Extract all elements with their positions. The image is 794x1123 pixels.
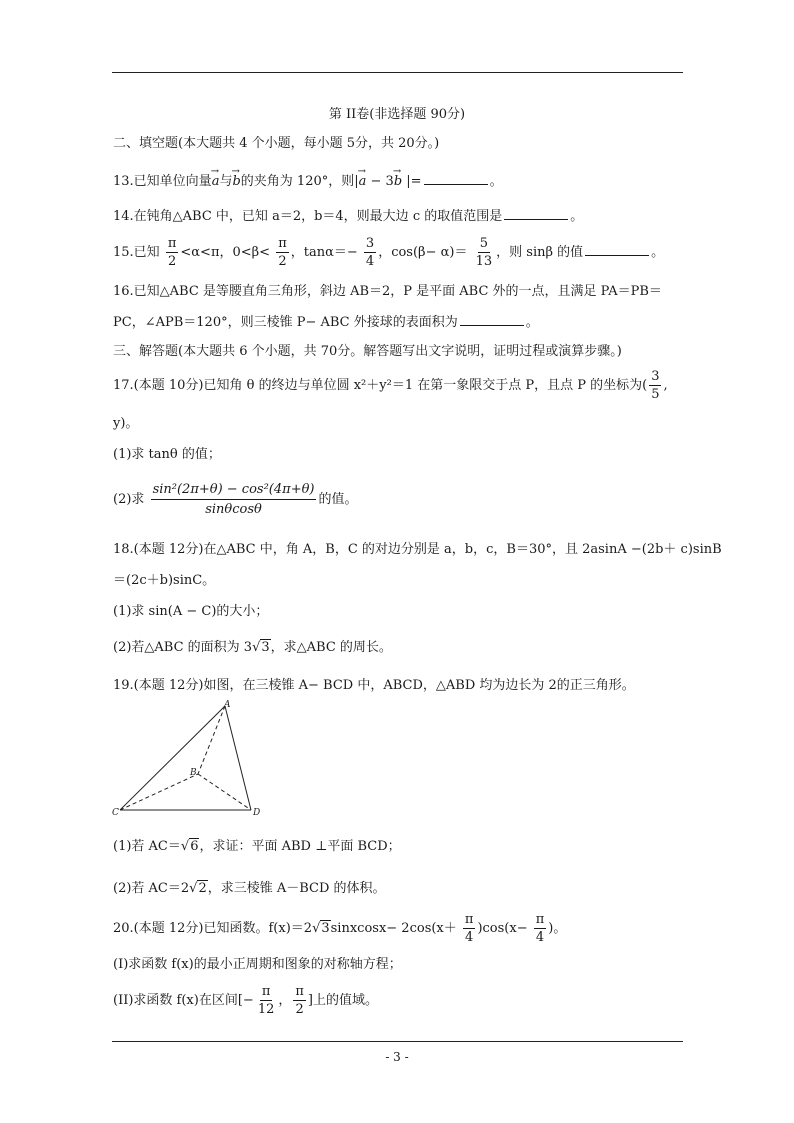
fraction-5-over-13: $\frac{5}{13}$: [475, 236, 493, 269]
question-15: 15.已知 $\frac{\pi}{2}$ <α<π，0<β< $\frac{\pi}{2}$ ，tanα＝− $\frac{3}{4}$ ，cos(β− α)＝ $\frac{5}{13}$ ，则 sinβ 的值 。: [113, 236, 665, 269]
question-20-part1: (I)求函数 f(x)的最小正周期和图象的对称轴方程；: [113, 957, 402, 972]
answer-blank[interactable]: [424, 172, 488, 185]
page-number: - 3 -: [385, 1050, 409, 1064]
question-18-line1: 18.(本题 12分)在△ABC 中，角 A，B，C 的对边分别是 a，b，c，B＝30°，且 2asinA −(2b＋ c)sinB: [113, 542, 722, 557]
question-17-part2: (2)求 $\frac{\text{sin²(2π+θ) − cos²(4π+θ)}}{\sin\theta\cos\theta}$ 的值。: [113, 482, 358, 517]
question-16-line1: 16.已知△ABC 是等腰直角三角形，斜边 AB＝2，P 是平面 ABC 外的一点，且满足 PA＝PB＝: [113, 284, 662, 299]
label-B: B: [190, 768, 197, 778]
sqrt-3: √3: [252, 640, 270, 655]
label-A: A: [224, 700, 231, 710]
question-16-line2: PC，∠APB＝120°，则三棱锥 P− ABC 外接球的表面积为 。: [113, 315, 539, 330]
label-C: C: [112, 808, 119, 818]
question-19-part1: (1)若 AC＝√6，求证：平面 ABD ⊥平面 BCD；: [113, 839, 401, 854]
edge-CB: [120, 774, 198, 810]
answer-blank[interactable]: [460, 313, 524, 326]
sqrt-6: √6: [180, 839, 199, 854]
trig-fraction: $\frac{\text{sin²(2π+θ) − cos²(4π+θ)}}{\sin\theta\cos\theta}$: [152, 482, 315, 517]
fraction-3-over-5: $\frac{3}{5}$: [651, 369, 660, 402]
vector-a: → a: [212, 173, 220, 191]
question-19-part2: (2)若 AC＝2√2，求三棱锥 A－BCD 的体积。: [113, 881, 386, 896]
sqrt-2: √2: [189, 881, 207, 896]
question-20: 20.(本题 12分)已知函数。f(x)＝2√3sinxcosx− 2cos(x＋ $\frac{\pi}{4}$ )cos(x− $\frac{\pi}{4}$ )。: [113, 910, 566, 948]
question-18-line2: ＝(2c＋b)sinC。: [113, 573, 216, 588]
question-17-line2: y)。: [113, 416, 139, 431]
edge-CA: [120, 706, 225, 810]
question-18-part2: (2)若△ABC 的面积为 3√3，求△ABC 的周长。: [113, 640, 392, 655]
question-13: 13.已知单位向量→ a与→ b的夹角为 120°，则|→ a − 3→ b |= 。: [113, 172, 503, 191]
fraction-pi-over-2: $\frac{\pi}{2}$: [278, 236, 287, 269]
top-rule: [112, 72, 683, 73]
fraction-pi-over-2: $\frac{\pi}{2}$: [167, 236, 177, 269]
question-19-line1: 19.(本题 12分)如图，在三棱锥 A− BCD 中，ABCD，△ABD 均为边长为 2的正三角形。: [113, 678, 635, 693]
question-20-part2: (II)求函数 f(x)在区间[− $\frac{\pi}{12}$ ， $\frac{\pi}{2}$ ]上的值域。: [113, 984, 378, 1017]
fraction-3-over-4: $\frac{3}{4}$: [365, 236, 375, 269]
fraction-pi-over-12: $\frac{\pi}{12}$: [257, 984, 275, 1017]
tetrahedron-figure: [110, 698, 270, 822]
section-title: 第 II卷(非选择题 90分): [328, 107, 466, 122]
vector-b: → b: [232, 173, 240, 191]
question-17-line1: 17.(本题 10分)已知角 θ 的终边与单位圆 x²＋y²＝1 在第一象限交于点 P，且点 P 的坐标为( $\frac{3}{5}$ ,: [113, 369, 668, 402]
answer-blank[interactable]: [585, 243, 649, 256]
fraction-pi-over-2: $\frac{\pi}{2}$: [295, 984, 304, 1017]
label-D: D: [253, 808, 261, 818]
question-18-part1: (1)求 sin(A − C)的大小；: [113, 604, 269, 619]
sqrt-3: √3: [312, 921, 330, 936]
question-17-part1: (1)求 tanθ 的值；: [113, 447, 221, 462]
answer-blank[interactable]: [504, 207, 568, 220]
edge-AB: [198, 706, 225, 774]
fraction-pi-over-4: $\frac{\pi}{4}$: [464, 912, 474, 945]
fraction-pi-over-4: $\frac{\pi}{4}$: [535, 912, 545, 945]
part2-heading: 二、填空题(本大题共 4 个小题，每小题 5分，共 20分。): [113, 136, 440, 151]
question-14: 14.在钝角△ABC 中，已知 a＝2，b＝4，则最大边 c 的取值范围是 。: [113, 209, 584, 224]
part3-heading: 三、解答题(本大题共 6 个小题，共 70分。解答题写出文字说明，证明过程或演算步骤。): [113, 344, 622, 359]
bottom-rule: [112, 1041, 683, 1042]
